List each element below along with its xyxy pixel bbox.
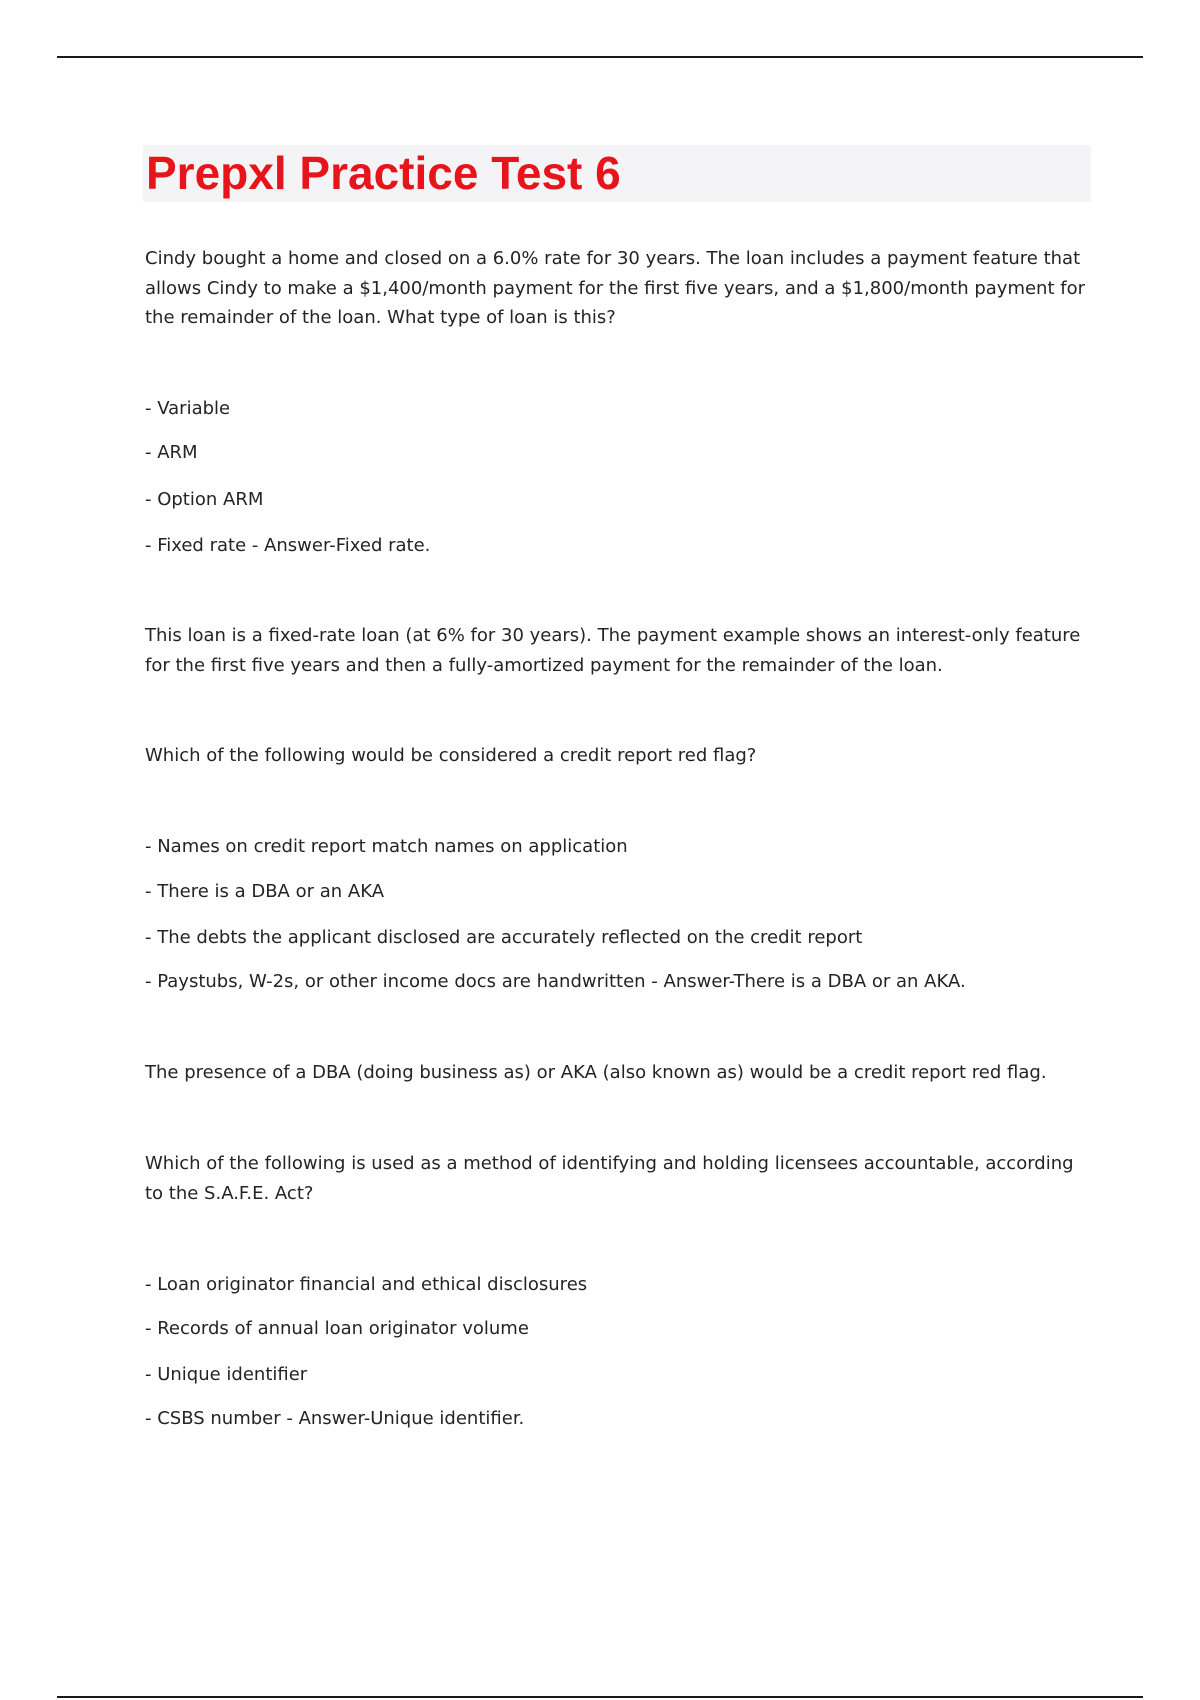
question-1-explanation: This loan is a fixed-rate loan (at 6% for 30 years). The payment example shows an interest-only feature for the first five years and then a fully-amortized payment for the remainder of the loan. <box>145 625 1081 676</box>
question-1-option-d: - Fixed rate - Answer-Fixed rate. <box>145 535 431 556</box>
question-3-option-a: - Loan originator financial and ethical disclosures <box>145 1274 588 1295</box>
page-title: Prepxl Practice Test 6 <box>146 147 621 199</box>
question-2-text: Which of the following would be considered a credit report red flag? <box>145 745 757 766</box>
question-1-option-c: - Option ARM <box>145 489 264 510</box>
question-1-option-b: - ARM <box>145 442 198 463</box>
question-2-option-c: - The debts the applicant disclosed are accurately reflected on the credit report <box>145 927 863 948</box>
question-3-option-b: - Records of annual loan originator volume <box>145 1318 529 1339</box>
question-3-option-c: - Unique identifier <box>145 1364 308 1385</box>
question-1-text: Cindy bought a home and closed on a 6.0% rate for 30 years. The loan includes a payment feature that allows Cindy to make a $1,400/month payment for the first five years, and a $1,800/month payment for the remainder of the loan. What type of loan is this? <box>145 248 1085 328</box>
question-2-option-a: - Names on credit report match names on application <box>145 836 628 857</box>
question-2-explanation: The presence of a DBA (doing business as) or AKA (also known as) would be a credit report red flag. <box>145 1062 1047 1083</box>
header-rule <box>57 56 1143 58</box>
question-2-option-b: - There is a DBA or an AKA <box>145 881 385 902</box>
question-3-option-d: - CSBS number - Answer-Unique identifier. <box>145 1408 525 1429</box>
question-3-text: Which of the following is used as a method of identifying and holding licensees accountable, according to the S.A.F.E. Act? <box>145 1153 1074 1204</box>
question-2-option-d: - Paystubs, W-2s, or other income docs are handwritten - Answer-There is a DBA or an AKA. <box>145 971 966 992</box>
question-1-option-a: - Variable <box>145 398 231 419</box>
footer-rule <box>57 1696 1143 1698</box>
